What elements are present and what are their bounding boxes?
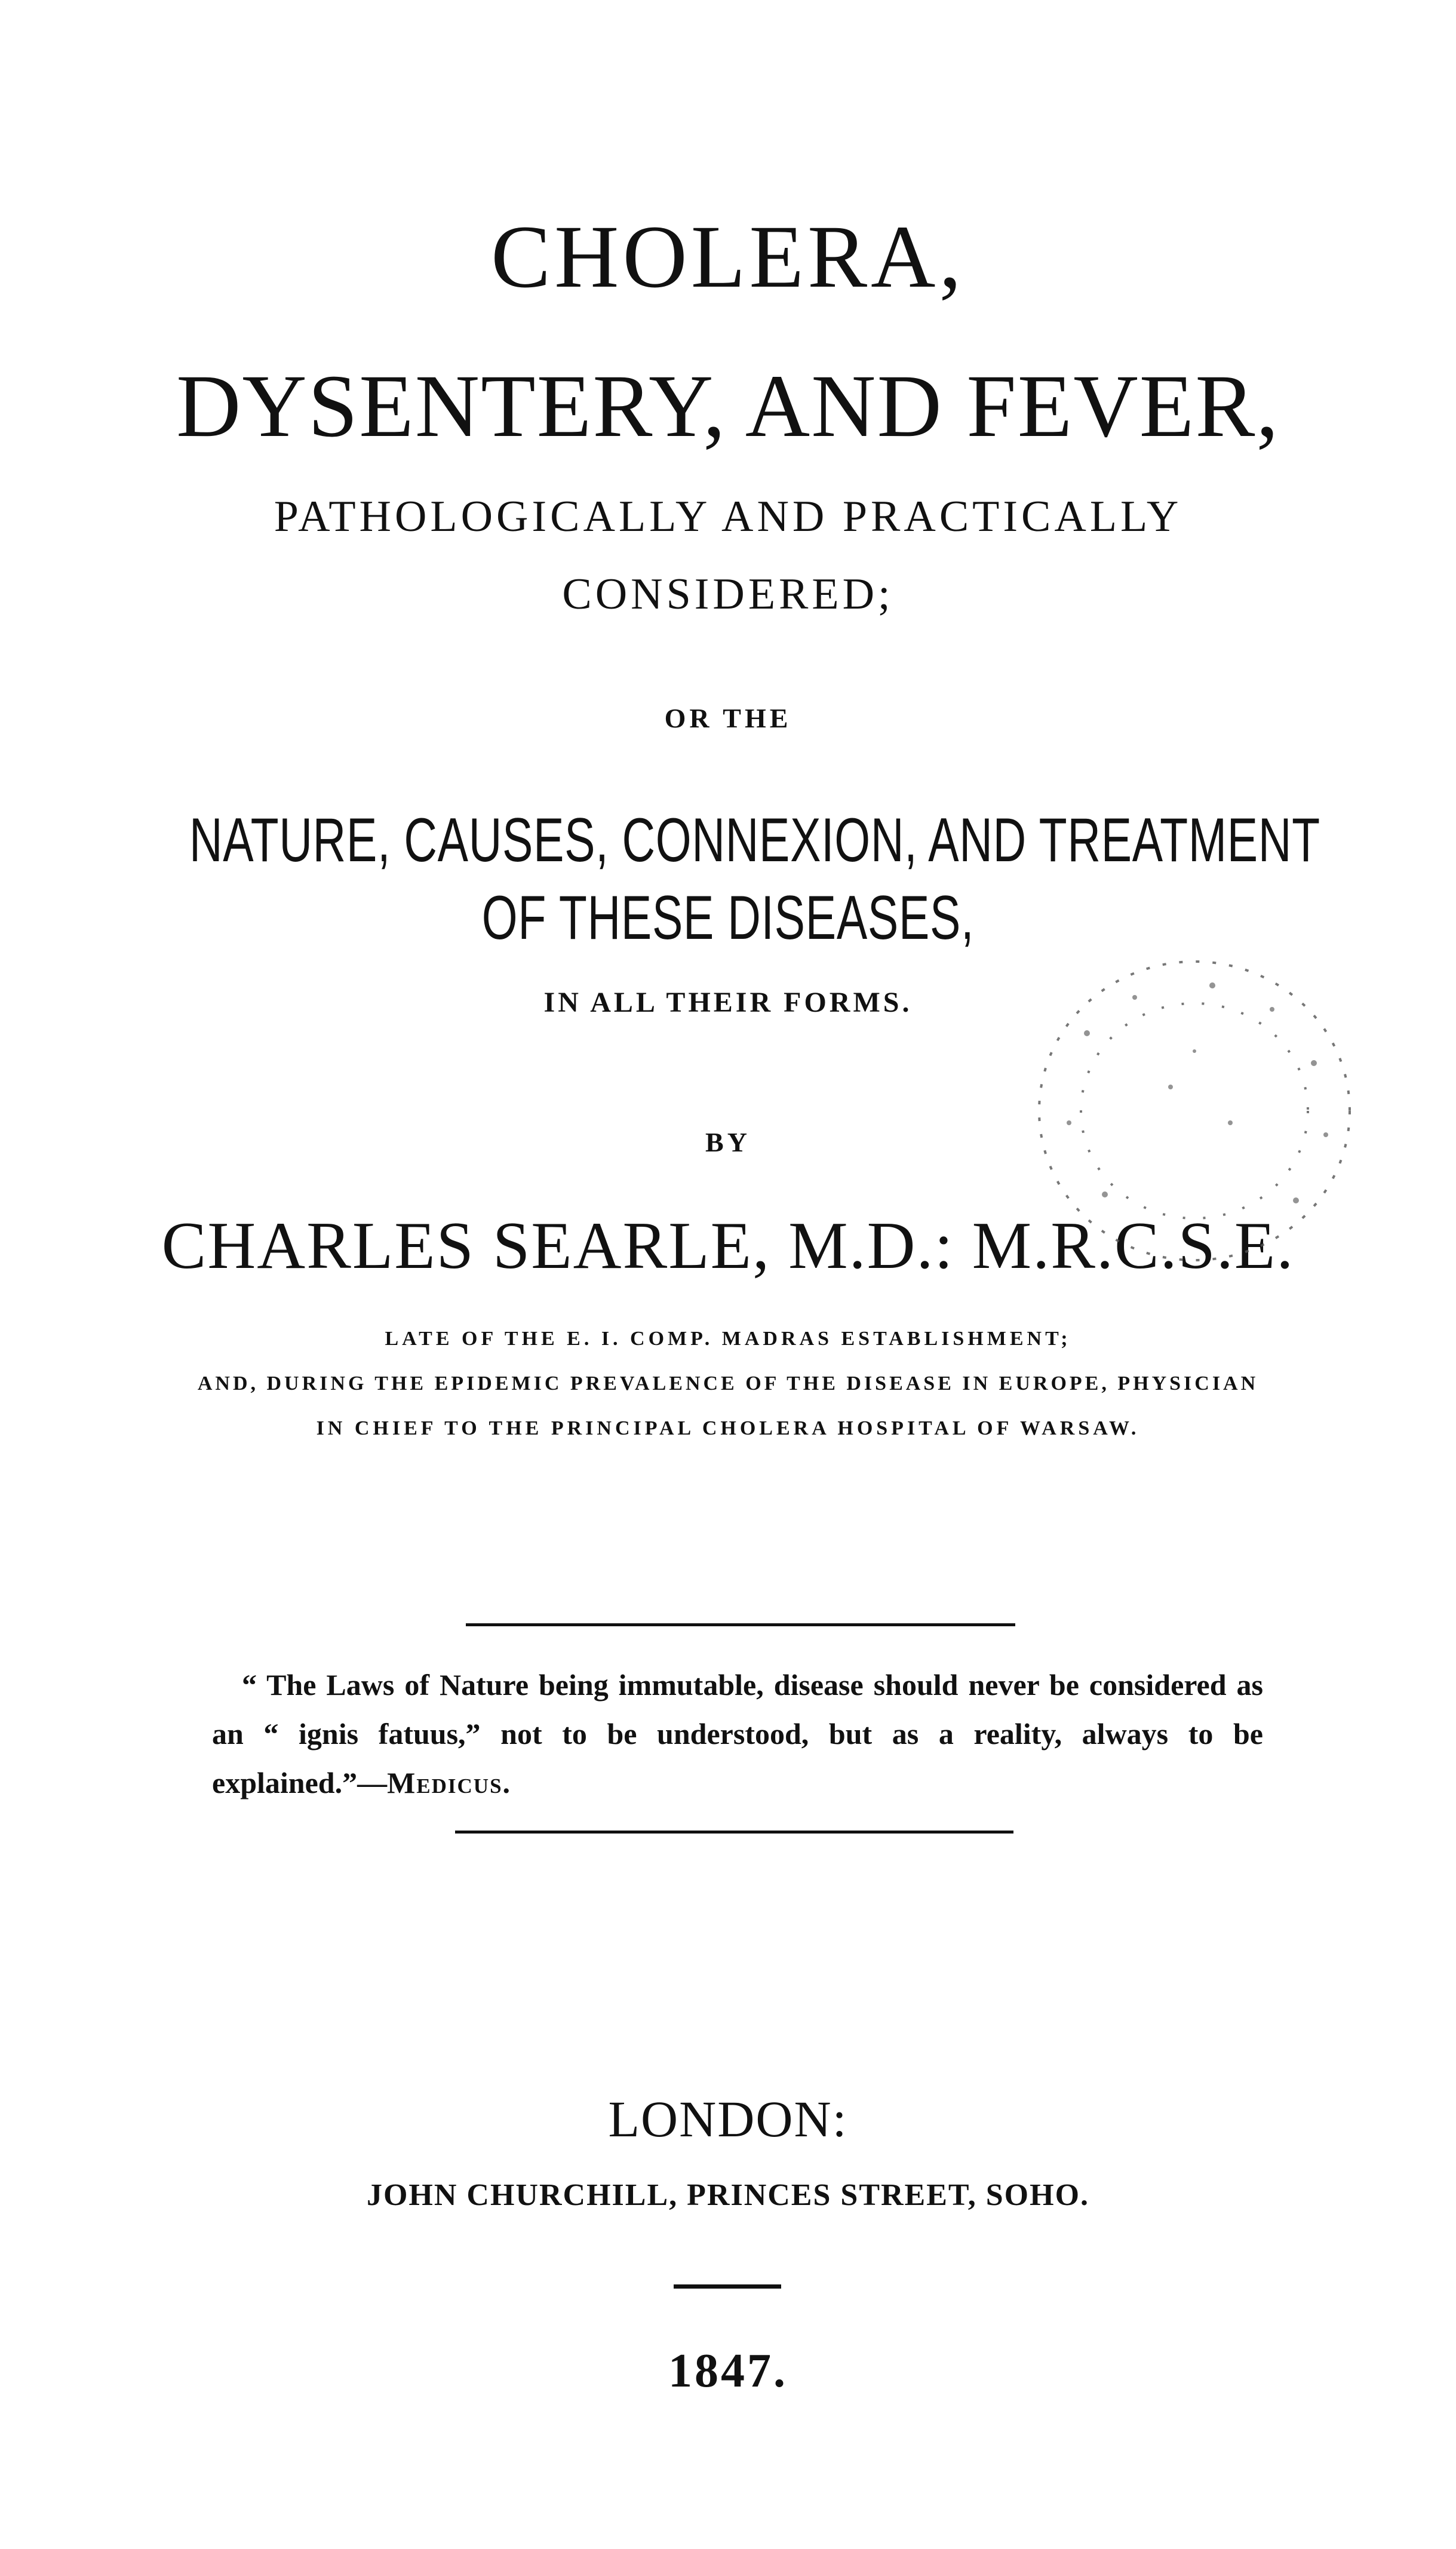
subtitle-pathologically: PATHOLOGICALLY AND PRACTICALLY xyxy=(274,492,1182,541)
epigraph-attribution: Medicus. xyxy=(387,1766,512,1799)
divider-top xyxy=(466,1623,1015,1626)
epigraph xyxy=(212,1660,1263,1807)
subtitle-nature-causes: NATURE, CAUSES, CONNEXION, AND TREATMENT xyxy=(189,806,1320,875)
imprint-publisher: JOHN CHURCHILL, PRINCES STREET, SOHO. xyxy=(366,2178,1090,2212)
author-by: BY xyxy=(705,1127,751,1157)
epigraph-text: “ The Laws of Nature being immutable, disease should never be considered as an “ ignis fatuus,” not to be understood, but as a reality, always to be explained.”— xyxy=(212,1668,1263,1799)
author-credential-line-3: IN CHIEF TO THE PRINCIPAL CHOLERA HOSPITAL OF WARSAW. xyxy=(316,1417,1140,1439)
imprint-divider xyxy=(674,2284,781,2289)
library-stamp-icon xyxy=(1015,944,1374,1278)
divider-bottom xyxy=(455,1831,1013,1834)
title-line-cholera: CHOLERA, xyxy=(491,207,965,306)
author-credential-line-1: LATE OF THE E. I. COMP. MADRAS ESTABLISHMENT; xyxy=(385,1328,1071,1350)
subtitle-these-diseases: OF THESE DISEASES, xyxy=(481,883,975,953)
subtitle-or-the: OR THE xyxy=(664,703,792,733)
subtitle-all-forms: IN ALL THEIR FORMS. xyxy=(543,987,913,1018)
title-line-dysentery-fever: DYSENTERY, AND FEVER, xyxy=(176,357,1280,456)
imprint-year: 1847. xyxy=(668,2345,788,2397)
author-credential-line-2: AND, DURING THE EPIDEMIC PREVALENCE OF THE DISEASE IN EUROPE, PHYSICIAN xyxy=(197,1372,1259,1395)
subtitle-considered: CONSIDERED; xyxy=(562,570,894,619)
imprint-city: LONDON: xyxy=(608,2090,848,2148)
author-name: CHARLES SEARLE, M.D.: M.R.C.S.E. xyxy=(161,1209,1295,1283)
